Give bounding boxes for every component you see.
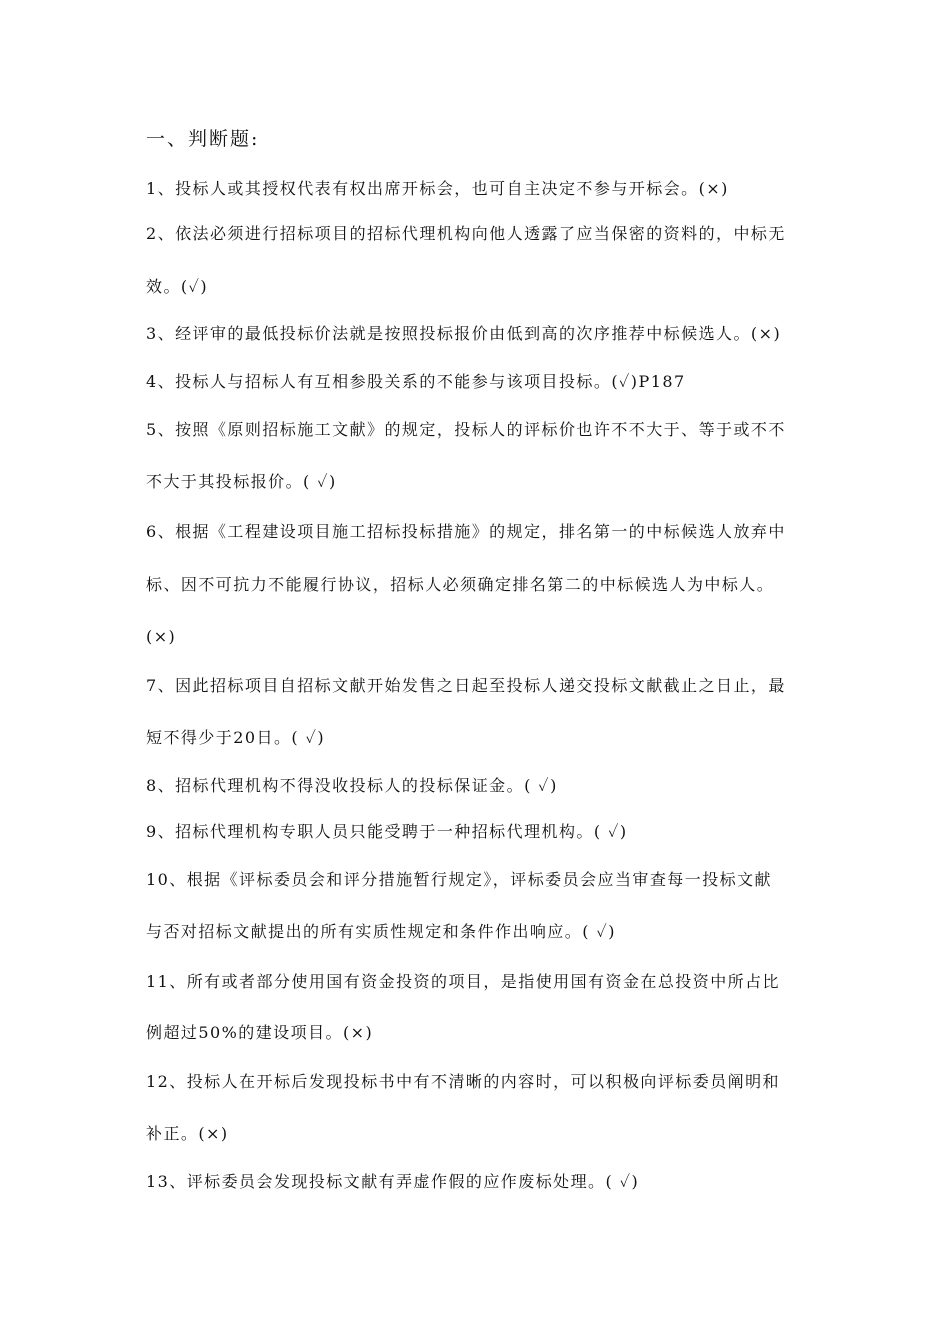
question-1: 1、投标人或其授权代表有权出席开标会，也可自主决定不参与开标会。(×) bbox=[146, 179, 729, 198]
question-10-line-2: 与否对招标文献提出的所有实质性规定和条件作出响应。( ✓) bbox=[146, 922, 616, 941]
question-5-line-1: 5、按照《原则招标施工文献》的规定，投标人的评标价也许不不大于、等于或不不 bbox=[146, 420, 786, 439]
question-3: 3、经评审的最低投标价法就是按照投标报价由低到高的次序推荐中标候选人。(×) bbox=[146, 324, 782, 343]
question-5-line-2: 不大于其投标报价。( ✓) bbox=[146, 472, 337, 491]
question-10-line-1: 10、根据《评标委员会和评分措施暂行规定》，评标委员会应当审查每一投标文献 bbox=[146, 870, 773, 889]
question-2-line-2: 效。(✓) bbox=[146, 277, 209, 296]
question-7-line-2: 短不得少于20日。( ✓) bbox=[146, 728, 326, 747]
question-8: 8、招标代理机构不得没收投标人的投标保证金。( ✓) bbox=[146, 776, 558, 795]
question-12-line-2: 补正。(×) bbox=[146, 1124, 229, 1143]
question-6-line-1: 6、根据《工程建设项目施工招标投标措施》的规定，排名第一的中标候选人放弃中 bbox=[146, 522, 786, 541]
question-2-line-1: 2、依法必须进行招标项目的招标代理机构向他人透露了应当保密的资料的，中标无 bbox=[146, 224, 786, 243]
question-12-line-1: 12、投标人在开标后发现投标书中有不清晰的内容时，可以积极向评标委员阐明和 bbox=[146, 1072, 781, 1091]
question-7-line-1: 7、因此招标项目自招标文献开始发售之日起至投标人递交投标文献截止之日止，最 bbox=[146, 676, 786, 695]
question-4: 4、投标人与招标人有互相参股关系的不能参与该项目投标。(✓)P187 bbox=[146, 372, 686, 391]
question-13: 13、评标委员会发现投标文献有弄虚作假的应作废标处理。( ✓) bbox=[146, 1172, 640, 1191]
question-9: 9、招标代理机构专职人员只能受聘于一种招标代理机构。( ✓) bbox=[146, 822, 628, 841]
question-11-line-1: 11、所有或者部分使用国有资金投资的项目，是指使用国有资金在总投资中所占比 bbox=[146, 972, 781, 991]
question-11-line-2: 例超过50%的建设项目。(×) bbox=[146, 1023, 374, 1042]
section-heading: 一、判断题: bbox=[146, 128, 260, 150]
question-6-line-2: 标、因不可抗力不能履行协议，招标人必须确定排名第二的中标候选人为中标人。 bbox=[146, 575, 775, 594]
question-6-line-3: (×) bbox=[146, 627, 177, 646]
